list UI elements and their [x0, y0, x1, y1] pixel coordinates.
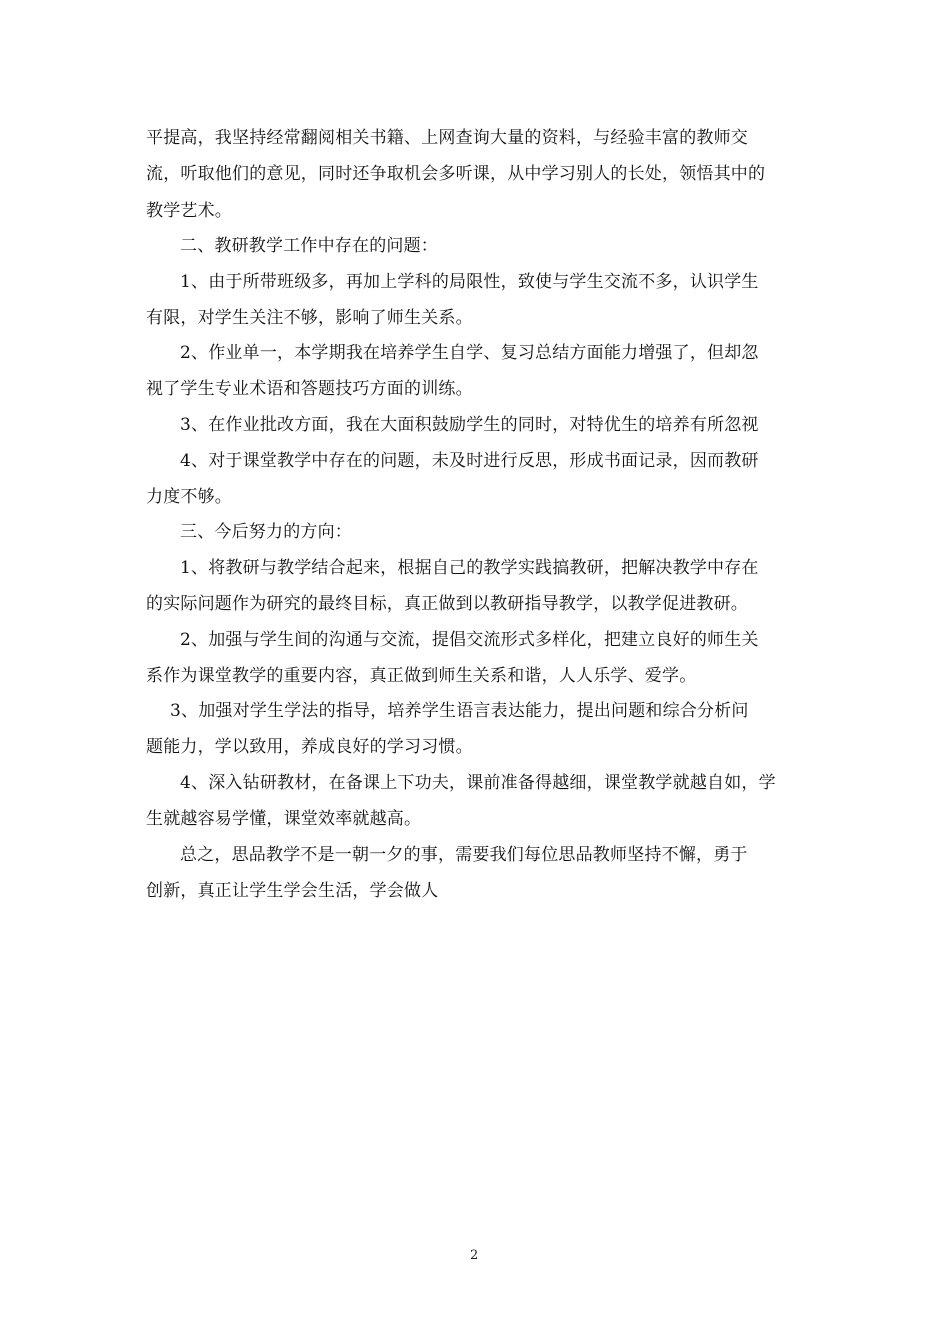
text-line-16: 系作为课堂教学的重要内容，真正做到师生关系和谐，人人乐学、爱学。	[146, 666, 697, 686]
text-line-14: 的实际问题作为研究的最终目标，真正做到以教研指导教学，以教学促进教研。	[146, 594, 748, 614]
text-line-13: 1、将教研与教学结合起来，根据自己的教学实践搞教研，把解决教学中存在	[180, 558, 759, 578]
text-line-20: 生就越容易学懂，课堂效率就越高。	[146, 809, 422, 829]
section-heading-directions: 三、今后努力的方向：	[180, 522, 352, 542]
text-line-5: 1、由于所带班级多，再加上学科的局限性，致使与学生交流不多，认识学生	[180, 272, 759, 292]
page-number: 2	[470, 1248, 479, 1263]
text-line-11: 力度不够。	[146, 487, 232, 507]
text-line-2: 流，听取他们的意见，同时还争取机会多听课，从中学习别人的长处，领悟其中的	[146, 164, 766, 184]
text-line-17: 3、加强对学生学法的指导，培养学生语言表达能力，提出问题和综合分析问	[170, 701, 749, 721]
text-line-3: 教学艺术。	[146, 201, 232, 221]
text-line-10: 4、对于课堂教学中存在的问题，未及时进行反思，形成书面记录，因而教研	[180, 451, 759, 471]
text-line-21: 总之，思品教学不是一朝一夕的事，需要我们每位思品教师坚持不懈，勇于	[180, 845, 748, 865]
text-line-9: 3、在作业批改方面，我在大面积鼓励学生的同时，对特优生的培养有所忽视	[180, 415, 759, 435]
text-line-18: 题能力，学以致用，养成良好的学习习惯。	[146, 737, 473, 757]
text-line-19: 4、深入钻研教材，在备课上下功夫，课前准备得越细，课堂教学就越自如，学	[180, 773, 776, 793]
text-line-15: 2、加强与学生间的沟通与交流，提倡交流形式多样化，把建立良好的师生关	[180, 630, 759, 650]
text-line-6: 有限，对学生关注不够，影响了师生关系。	[146, 308, 473, 328]
section-heading-problems: 二、教研教学工作中存在的问题：	[180, 236, 438, 256]
text-line-8: 视了学生专业术语和答题技巧方面的训练。	[146, 379, 473, 399]
text-line-22: 创新，真正让学生学会生活，学会做人	[146, 881, 439, 901]
text-line-7: 2、作业单一，本学期我在培养学生自学、复习总结方面能力增强了，但却忽	[180, 343, 759, 363]
text-line-1: 平提高，我坚持经常翻阅相关书籍、上网查询大量的资料，与经验丰富的教师交	[146, 128, 748, 148]
